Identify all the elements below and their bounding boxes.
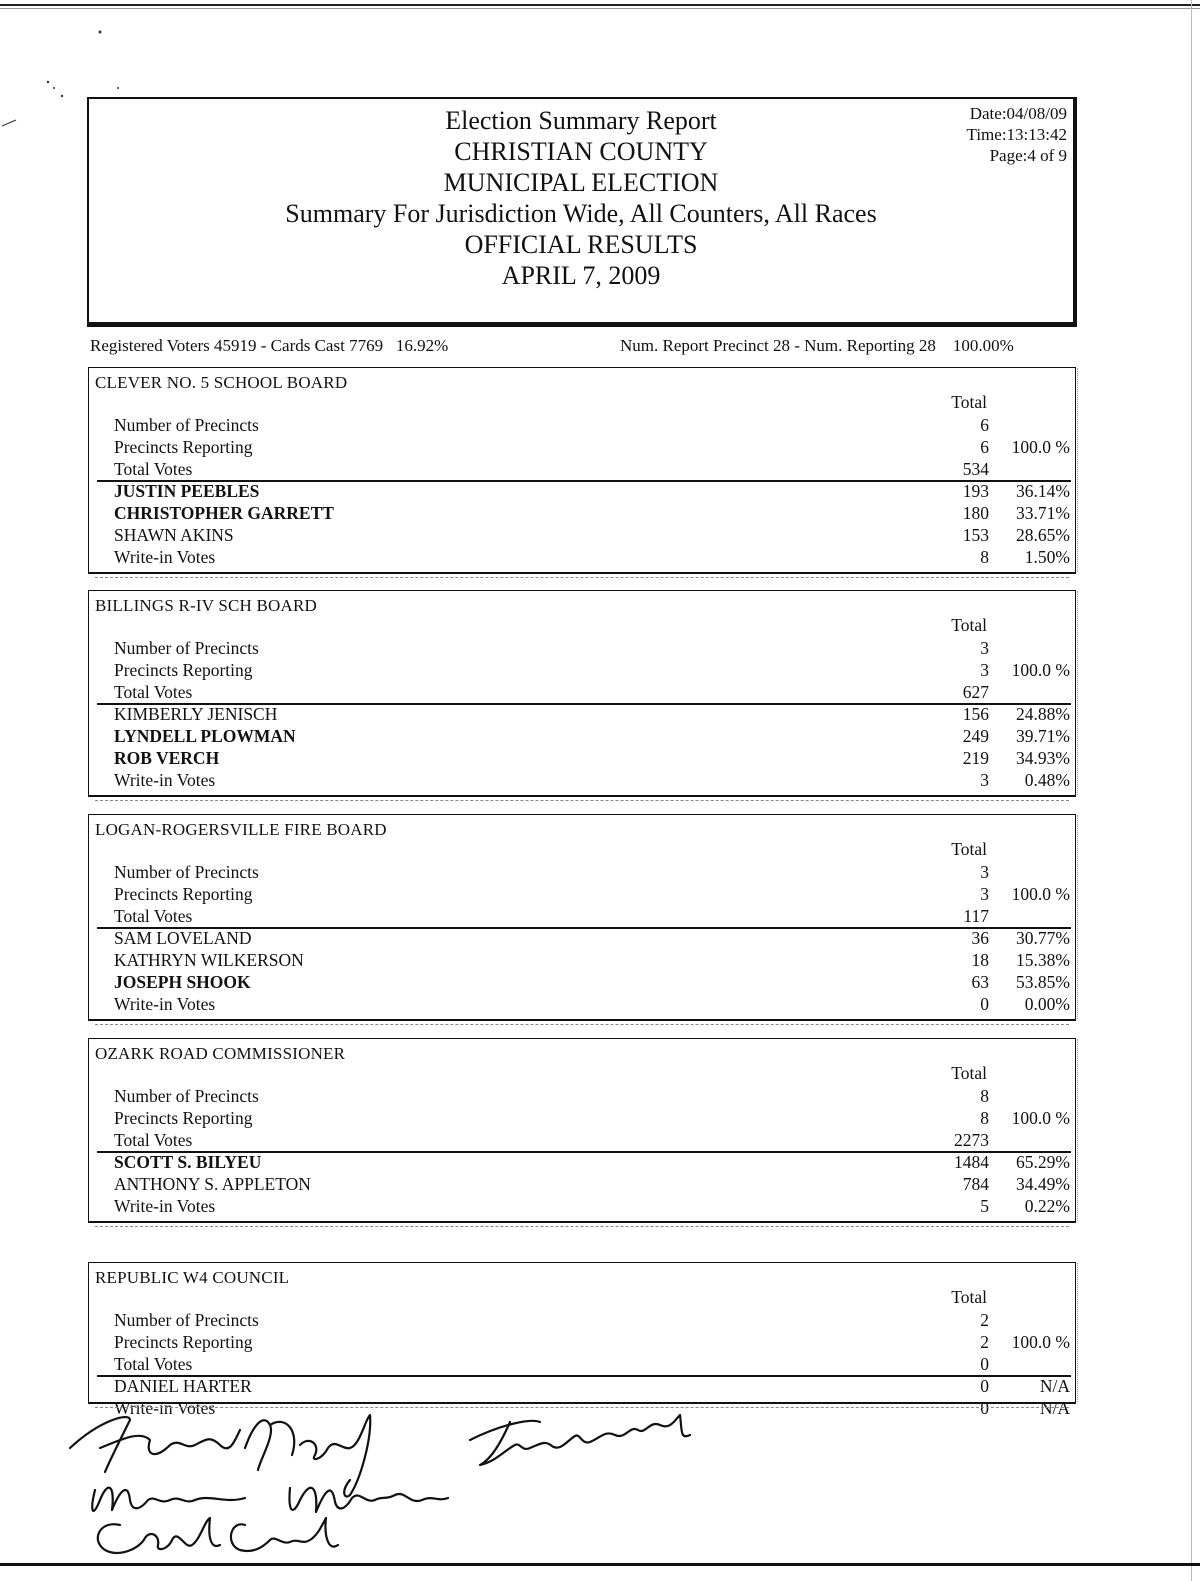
candidate-row-votes: 193 [962,481,989,501]
write-in-row-percent: 0.00% [1024,994,1070,1014]
precincts-reporting-row-percent: 100.0 % [1011,1108,1070,1128]
write-in-row-label: Write-in Votes [114,547,216,567]
race-title: LOGAN-ROGERSVILLE FIRE BOARD [95,820,387,839]
total-column-header: Total [951,1287,987,1307]
candidate-row-votes: 156 [962,704,989,724]
race-box [88,590,1076,797]
signature-karen-moody [70,1415,370,1497]
registered-voters-summary: Registered Voters 45919 - Cards Cast 7769 16.92% [90,336,449,355]
candidate-row-percent: 28.65% [1016,525,1070,545]
precincts-reporting-row [89,660,1075,682]
candidate-row-percent: 30.77% [1016,928,1070,948]
scan-artifact-line [95,574,1069,578]
candidate-row-percent: 65.29% [1016,1152,1070,1172]
total-votes-row [89,906,1075,928]
total-votes-row-votes: 534 [962,459,989,479]
number-of-precincts-row-label: Number of Precincts [114,1086,259,1106]
number-of-precincts-row-label: Number of Precincts [114,862,259,882]
race-box [88,1262,1076,1418]
candidate-row [89,525,1075,547]
candidate-row-votes: 249 [962,726,989,746]
write-in-row [89,770,1075,792]
candidate-row-votes: 63 [971,972,989,992]
write-in-row-votes: 8 [980,547,989,567]
candidate-row-percent: 39.71% [1016,726,1070,746]
candidate-row-percent: 53.85% [1016,972,1070,992]
candidate-row-label: SCOTT S. BILYEU [114,1152,262,1172]
candidate-row [89,972,1075,994]
signature-lisa-russell [470,1415,690,1465]
signature-scribbles [60,1400,760,1570]
signature-maria-matthews [92,1488,448,1512]
number-of-precincts-row-label: Number of Precincts [114,415,259,435]
report-header [87,97,1077,327]
candidate-row-votes: 0 [980,1376,989,1396]
write-in-row-percent: 1.50% [1024,547,1070,567]
number-of-precincts-row-label: Number of Precincts [114,1310,259,1330]
precincts-reporting-row-votes: 6 [980,437,989,457]
total-votes-row-label: Total Votes [114,459,193,479]
total-votes-row-votes: 627 [962,682,989,702]
scan-artifact-edge [1077,1039,1083,1221]
candidate-row-percent: 34.93% [1016,748,1070,768]
total-column-header: Total [951,392,987,412]
scan-artifact-edge [1077,368,1083,572]
candidate-row-votes: 153 [962,525,989,545]
signature-carla-essick [98,1518,338,1553]
total-votes-row-votes: 2273 [954,1130,989,1150]
number-of-precincts-row [89,638,1075,660]
signatures [60,1400,760,1570]
write-in-row-votes: 0 [980,994,989,1014]
precincts-reporting-row-label: Precincts Reporting [114,437,253,457]
precincts-reporting-row-votes: 8 [980,1108,989,1128]
write-in-row-label: Write-in Votes [114,770,216,790]
candidate-row [89,1376,1075,1398]
candidate-row-votes: 1484 [954,1152,989,1172]
precincts-reporting-row [89,884,1075,906]
precincts-reporting-row-percent: 100.0 % [1011,1332,1070,1352]
report-time: Time:13:13:42 [966,125,1067,144]
election-name: MUNICIPAL ELECTION [443,168,719,197]
precincts-reporting-row [89,1332,1075,1354]
race-title: REPUBLIC W4 COUNCIL [95,1268,290,1287]
total-votes-row-label: Total Votes [114,682,193,702]
report-date: Date:04/08/09 [969,104,1067,123]
precincts-reporting-row-label: Precincts Reporting [114,1108,253,1128]
write-in-row-percent: N/A [1039,1398,1070,1418]
candidate-row-label: SHAWN AKINS [114,525,234,545]
candidate-row-label: ANTHONY S. APPLETON [114,1174,311,1194]
number-of-precincts-row [89,862,1075,884]
election-date: APRIL 7, 2009 [501,261,661,290]
candidate-row-label: LYNDELL PLOWMAN [114,726,296,746]
candidate-row-label: CHRISTOPHER GARRETT [114,503,334,523]
summary-scope: Summary For Jurisdiction Wide, All Counters, All Races [285,199,877,228]
precincts-reporting-row-percent: 100.0 % [1011,437,1070,457]
candidate-row [89,726,1075,748]
scan-artifact-edge [1077,591,1083,795]
race-box [88,367,1076,574]
candidate-row-label: DANIEL HARTER [114,1376,252,1396]
report-page: Page:4 of 9 [989,146,1067,165]
number-of-precincts-row-label: Number of Precincts [114,638,259,658]
precincts-reporting-row-votes: 2 [980,1332,989,1352]
race-title: CLEVER NO. 5 SCHOOL BOARD [95,373,348,392]
candidate-row-label: KIMBERLY JENISCH [114,704,278,724]
candidate-row [89,481,1075,503]
results-status: OFFICIAL RESULTS [464,230,698,259]
precincts-reporting-row-percent: 100.0 % [1011,884,1070,904]
write-in-row-votes: 0 [980,1398,989,1418]
candidate-row-percent: 15.38% [1016,950,1070,970]
candidate-row [89,704,1075,726]
candidate-row-label: JOSEPH SHOOK [114,972,251,992]
write-in-row-label: Write-in Votes [114,1196,216,1216]
write-in-row-percent: 0.22% [1024,1196,1070,1216]
candidate-row-percent: 33.71% [1016,503,1070,523]
write-in-row-votes: 3 [980,770,989,790]
total-votes-row-label: Total Votes [114,906,193,926]
precincts-reporting-row-label: Precincts Reporting [114,660,253,680]
number-of-precincts-row-votes: 8 [980,1086,989,1106]
total-votes-row-label: Total Votes [114,1354,193,1374]
candidate-row-votes: 180 [962,503,989,523]
candidate-row-label: JUSTIN PEEBLES [114,481,260,501]
candidate-row-percent: N/A [1039,1376,1070,1396]
write-in-row-label: Write-in Votes [114,1398,216,1418]
precincts-reporting-row-label: Precincts Reporting [114,1332,253,1352]
scan-artifact-line [95,1223,1069,1227]
report-title-block [89,105,1073,291]
report-meta [967,103,1067,166]
total-votes-row [89,682,1075,704]
candidate-row-label: ROB VERCH [114,748,220,768]
scan-edge-right [1191,0,1192,1581]
candidate-row-votes: 784 [962,1174,989,1194]
candidate-row-label: SAM LOVELAND [114,928,252,948]
scan-artifact-edge [1077,815,1083,1019]
precincts-reporting-row-percent: 100.0 % [1011,660,1070,680]
write-in-row [89,994,1075,1016]
total-column-header: Total [951,1063,987,1083]
candidate-row-label: KATHRYN WILKERSON [114,950,304,970]
number-of-precincts-row-votes: 6 [980,415,989,435]
write-in-row-label: Write-in Votes [114,994,216,1014]
scan-artifact-line [95,797,1069,801]
total-column-header: Total [951,615,987,635]
precincts-reporting-row [89,1108,1075,1130]
candidate-row-percent: 34.49% [1016,1174,1070,1194]
candidate-row [89,928,1075,950]
write-in-row [89,1196,1075,1218]
candidate-row [89,748,1075,770]
candidate-row-votes: 18 [971,950,989,970]
number-of-precincts-row [89,1310,1075,1332]
total-votes-row [89,1354,1075,1376]
total-votes-row-votes: 117 [963,906,989,926]
candidate-row [89,950,1075,972]
candidate-row-percent: 36.14% [1016,481,1070,501]
write-in-row-percent: 0.48% [1024,770,1070,790]
race-box [88,814,1076,1021]
number-of-precincts-row [89,1086,1075,1108]
scan-artifact-line [95,1021,1069,1025]
precincts-reporting-row-votes: 3 [980,884,989,904]
precinct-reporting-summary: Num. Report Precinct 28 - Num. Reporting 28 100.00% [620,336,1014,355]
race-box [88,1038,1076,1223]
report-title: Election Summary Report [445,106,717,135]
number-of-precincts-row [89,415,1075,437]
precincts-reporting-row-label: Precincts Reporting [114,884,253,904]
county-name: CHRISTIAN COUNTY [454,137,708,166]
candidate-row-votes: 219 [962,748,989,768]
total-votes-row [89,1130,1075,1152]
candidate-row [89,1152,1075,1174]
number-of-precincts-row-votes: 3 [980,638,989,658]
total-votes-row-votes: 0 [980,1354,989,1374]
total-votes-row-label: Total Votes [114,1130,193,1150]
write-in-row-votes: 5 [980,1196,989,1216]
precincts-reporting-row-votes: 3 [980,660,989,680]
race-title: BILLINGS R-IV SCH BOARD [95,596,317,615]
candidate-row-percent: 24.88% [1016,704,1070,724]
candidate-row [89,1174,1075,1196]
candidate-row [89,503,1075,525]
candidate-row-votes: 36 [971,928,989,948]
scan-artifact-edge [1077,1263,1083,1402]
number-of-precincts-row-votes: 3 [980,862,989,882]
race-title: OZARK ROAD COMMISSIONER [95,1044,346,1063]
number-of-precincts-row-votes: 2 [980,1310,989,1330]
total-column-header: Total [951,839,987,859]
precincts-reporting-row [89,437,1075,459]
total-votes-row [89,459,1075,481]
write-in-row [89,547,1075,569]
